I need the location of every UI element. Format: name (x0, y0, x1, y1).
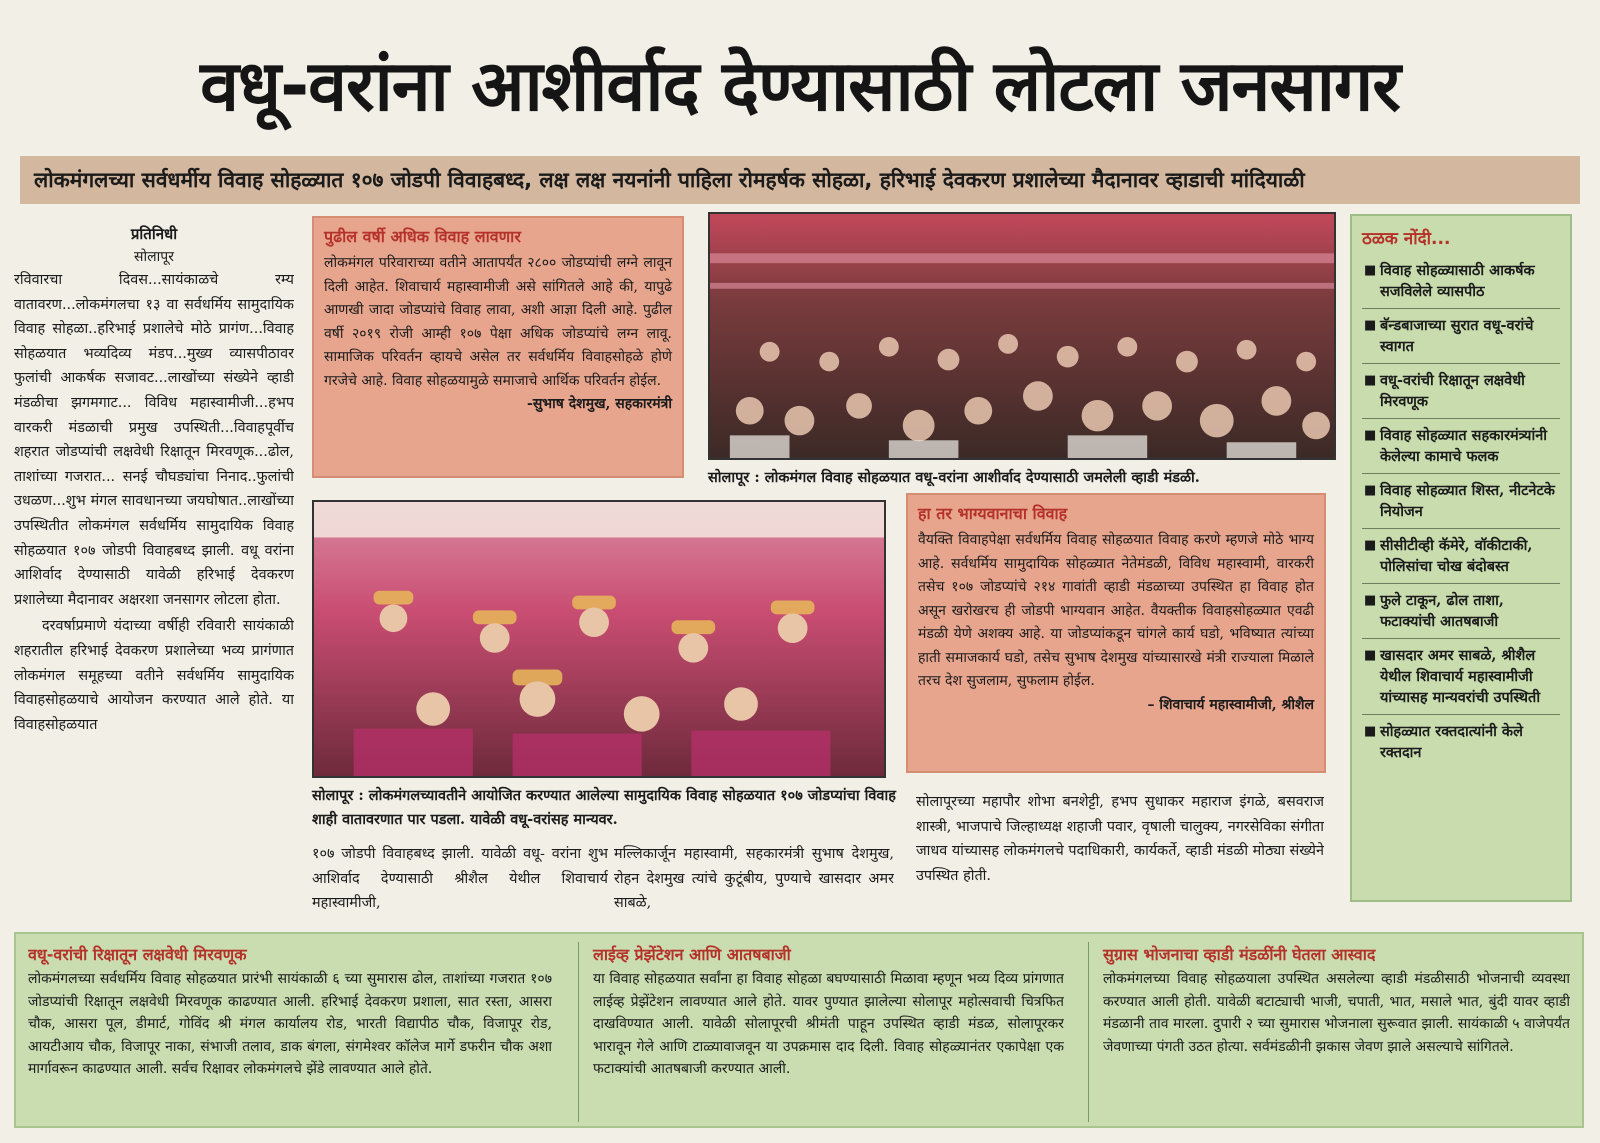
feature-live-presentation (578, 942, 1064, 1122)
square-bullet-icon: ■ (1364, 538, 1377, 553)
article-paragraph-2: दरवर्षाप्रमाणे यंदाच्या वर्षीही रविवारी सायंकाळी शहरातील हरिभाई देवकरण प्रशालेच्या भव्य प्रागंणात लोकमंगल समूहच्या वतीने सर्वधर्मिय सामुदायिक विवाहसोहळयाचे आयोजन करण्यात आले होते. या विवाहसोहळयात (14, 618, 294, 733)
crowd-photo-illustration (710, 214, 1334, 458)
dateline: सोलापूर (134, 249, 174, 265)
quote-box-minister (312, 216, 684, 478)
feature-live-title: लाईव्ह प्रेझेंटेशन आणि आतषबाजी (593, 945, 791, 964)
highlight-item: ■ बॅन्डबाजाच्या सुरात वधू-वरांचे स्वागत (1362, 309, 1560, 364)
feature-feast-body: लोकमंगलच्या विवाह सोहळयाला उपस्थित असलेल्या व्हाडी मंडळीसाठी भोजनाची व्यवस्था करण्यात आली होती. यावेळी बटाट्याची भाजी, चपाती, भात, मसाले भात, बुंदी यावर व्हाडी मंडळानी ताव मारला. दुपारी २ च्या सुमारास भोजनाला सुरूवात झाली. सायंकाळी ५ वाजेपर्यंत जेवणाच्या पंगती उठत होत्या. सर्वमंडळीनी झकास जेवण झाले असल्याचे सांगितले. (1103, 971, 1570, 1055)
highlight-item: ■ सीसीटीव्ही कॅमेरे, वॉकीटाकी, पोलिसांचा चोख बंदोबस्त (1362, 529, 1560, 584)
crowd-photo-caption: सोलापूर : लोकमंगल विवाह सोहळयात वधू-वरांना आशीर्वाद देण्यासाठी जमलेली व्हाडी मंडळी. (708, 469, 1200, 486)
feature-feast (1088, 942, 1570, 1122)
highlights-title: ठळक नोंदी... (1362, 229, 1451, 249)
quote-box-mahaswami (906, 493, 1326, 773)
byline: प्रतिनिधी (130, 225, 178, 243)
wedding-couples-caption: सोलापूर : लोकमंगलच्यावतीने आयोजित करण्यात आलेल्या सामुदायिक विवाह सोहळयात १०७ जोडप्यांचा विवाह शाही वातावरणात पार पडला. यावेळी वधू-वरांसह मान्यवर. (312, 787, 896, 828)
square-bullet-icon: ■ (1364, 724, 1377, 739)
feature-live-body: या विवाह सोहळयात सर्वांना हा विवाह सोहळा बघण्यासाठी मिळावा म्हणून भव्य दिव्य प्रांगणात लाईव्ह प्रेझेंटेशन लावण्यात आले होते. यावर पुण्यात झालेल्या सोलापूर महोत्सवाची चित्रफित दाखविण्यात आली. यावेळी सोलापूरची श्रीमंती पाहून उपस्थित व्हाडी मंडळ, सोलापूरकर भारावून गेले आणि टाळ्यावाजवून या उपक्रमास दाद दिली. विवाह सोहळ्यानंतर एकापेक्षा एक फटाक्यांची आतषबाजी करण्यात आली. (593, 971, 1064, 1077)
feature-feast-title: सुग्रास भोजनाचा व्हाडी मंडळींनी घेतला आस्वाद (1103, 945, 1376, 964)
highlight-item: ■ विवाह सोहळ्यात शिस्त, नीटनेटके नियोजन (1362, 474, 1560, 529)
article-column-2: १०७ जोडपी विवाहबध्द झाली. यावेळी वधू- वरांना शुभ आशिर्वाद देण्यासाठी श्रीशैल येथील शिवाचार्य महास्वामीजी, (312, 846, 608, 912)
square-bullet-icon: ■ (1364, 373, 1377, 388)
square-bullet-icon: ■ (1364, 483, 1377, 498)
quote-box-minister-signature: -सुभाष देशमुख, सहकारमंत्री (527, 396, 672, 412)
highlights-sidebar (1350, 214, 1572, 902)
wedding-couples-photo (312, 500, 886, 778)
highlight-item: ■ सोहळ्यात रक्तदात्यांनी केले रक्तदान (1364, 723, 1523, 761)
article-column-4: सोलापूरच्या महापौर शोभा बनशेट्टी, हभप सुधाकर महाराज इंगळे, बसवराज शास्त्री, भाजपाचे जिल्हाध्यक्ष शहाजी पवार, वृषाली चालुक्य, नगरसेविका संगीता जाधव यांच्यासह लोकमंगलचे पदाधिकारी, कार्यकर्ते, व्हाडी मंडळी मोठ्या संख्येने उपस्थित होती. (916, 794, 1324, 884)
square-bullet-icon: ■ (1364, 263, 1377, 278)
bottom-features-band (14, 932, 1584, 1128)
subheadline: लोकमंगलच्या सर्वधर्मीय विवाह सोहळ्यात १०७ जोडपी विवाहबध्द, लक्ष लक्ष नयनांनी पाहिला रोमहर्षक सोहळा, हरिभाई देवकरण प्रशालेच्या मैदानावर व्हाडाची मांदियाळी (20, 156, 1580, 204)
article-column-3: मल्लिकार्जून महास्वामी, सहकारमंत्री सुभाष देशमुख, रोहन देशमुख त्यांचे कुटूंबीय, पुण्याचे खासदार अमर साबळे, (614, 846, 894, 912)
wedding-couples-illustration (314, 502, 884, 776)
article-paragraph-1: रविवारचा दिवस...सायंकाळचे रम्य वातावरण...लोकमंगलचा १३ वा सर्वधर्मिय सामुदायिक विवाह सोहळा..हरिभाई प्रशालेचे मोठे प्रागंण...विवाह सोहळयात भव्यदिव्य मंडप...मुख्य व्यासपीठावर फुलांची आकर्षक सजावट...लाखोंच्या संख्येने व्हाडी मंडळीचा झगमगाट... विविध महास्वामीजी...हभप वारकरी मंडळाची प्रमुख उपस्थिती...विवाहपूर्वीच शहरात जोडप्यांची लक्षवेधी रिक्षातून मिरवणूक...ढोल, ताशांच्या गजरात... सनई चौघड्यांचा निनाद..फुलांची उधळण...शुभ मंगल सावधानच्या जयघोषात..लाखोंच्या उपस्थितीत लोकमंगल सर्वधर्मिय सामुदायिक विवाह सोहळयात १०७ जोडपी विवाहबध्द झाली. वधू वरांना आशिर्वाद देण्यासाठी यावेळी हरिभाई देवकरण प्रशालेच्या मैदानावर अक्षरशा जनसागर लोटला होता. (14, 272, 294, 608)
quote-box-mahaswami-body: वैयक्ति विवाहपेक्षा सर्वधर्मिय विवाह सोहळयात विवाह करणे म्हणजे मोठे भाग्य आहे. सर्वधर्मिय सामुदायिक सोहळ्यात नेतेमंडळी, विविध महास्वामी, वारकरी तसेच १०७ जोडप्यांचे २१४ गावांती व्हाडी मंडळाच्या उपस्थित हा विवाह होत असून खरोखरच ही जोडपी भाग्यवान आहेत. वैयक्तीक विवाहसोहळ्यात एवढी मंडळी येणे अशक्य आहे. या जोडप्यांकडून चांगले कार्य घडो, भविष्यात त्यांच्या हाती समाजकार्य घडो, तसेच सुभाष देशमुख यांच्यासारखे मंत्री राज्याला मिळाले तरच देश सुजलाम, सुफलाम होईल. (918, 532, 1314, 689)
highlight-item: ■ वधू-वरांची रिक्षातून लक्षवेधी मिरवणूक (1362, 364, 1560, 419)
feature-rickshaw-title: वधू-वरांची रिक्षातून लक्षवेधी मिरवणूक (28, 945, 247, 964)
highlights-list (1362, 254, 1560, 769)
quote-box-minister-title: पुढील वर्षी अधिक विवाह लावणार (324, 227, 521, 246)
quote-box-minister-body: लोकमंगल परिवाराच्या वतीने आतापर्यंत २८०० जोडप्यांची लग्ने लावून दिली आहेत. शिवाचार्य महास्वामीजी असे सांगितले आहे की, यापुढे आणखी जादा जोडप्यांचे विवाह लावा, अशी आज्ञा दिली आहे. पुढील वर्षी २०१९ रोजी आम्ही १०७ पेक्षा अधिक जोडप्यांचे लग्न लावू. सामाजिक परिवर्तन व्हायचे असेल तर सर्वधर्मिय विवाहसोहळे होणे गरजेचे आहे. विवाह सोहळयामुळे समाजाचे आर्थिक परिवर्तन होईल. (324, 255, 672, 389)
feature-rickshaw-procession (28, 942, 552, 1122)
quote-box-mahaswami-title: हा तर भाग्यवानाचा विवाह (918, 504, 1068, 523)
highlight-item: ■ खासदार अमर साबळे, श्रीशैल येथील शिवाचार्य महास्वामीजी यांच्यासह मान्यवरांची उपस्थिती (1362, 639, 1560, 715)
square-bullet-icon: ■ (1364, 428, 1377, 443)
article-column-1 (14, 222, 294, 922)
square-bullet-icon: ■ (1364, 648, 1377, 663)
feature-rickshaw-body: लोकमंगलच्या सर्वधर्मिय विवाह सोहळयात प्रारंभी सायंकाळी ६ च्या सुमारास ढोल, ताशांच्या गजरात १०७ जोडप्यांची रिक्षातून लक्षवेधी मिरवणूक काढण्यात आली. हरिभाई देवकरण प्रशाला, सात रस्ता, आसरा चौक, आसरा पूल, डीमार्ट, गोविंद श्री मंगल कार्यालय रोड, भारती विद्यापीठ चौक, विजापूर रोड, आयटीआय चौक, विजापूर नाका, संभाजी तलाव, डाक बंगला, संगमेश्वर कॉलेज मार्गे डफरीन चौक अशा मार्गावरून काढण्यात आली. सर्वच रिक्षावर लोकमंगलचे झेंडे लावण्यात आले होते. (28, 971, 552, 1077)
highlight-item: ■ विवाह सोहळ्यासाठी आकर्षक सजविलेले व्यासपीठ (1362, 254, 1560, 309)
headline: वधू-वरांना आशीर्वाद देण्यासाठी लोटला जनसागर (200, 45, 1400, 127)
square-bullet-icon: ■ (1364, 593, 1377, 608)
quote-box-mahaswami-signature: – शिवाचार्य महास्वामीजी, श्रीशैल (1147, 696, 1314, 713)
highlight-item: ■ फुले टाकून, ढोल ताशा, फटाक्यांची आतषबाजी (1362, 584, 1560, 639)
square-bullet-icon: ■ (1364, 318, 1377, 333)
crowd-photo (708, 212, 1336, 460)
highlight-item: ■ विवाह सोहळ्यात सहकारमंत्र्यांनी केलेल्या कामाचे फलक (1362, 419, 1560, 474)
